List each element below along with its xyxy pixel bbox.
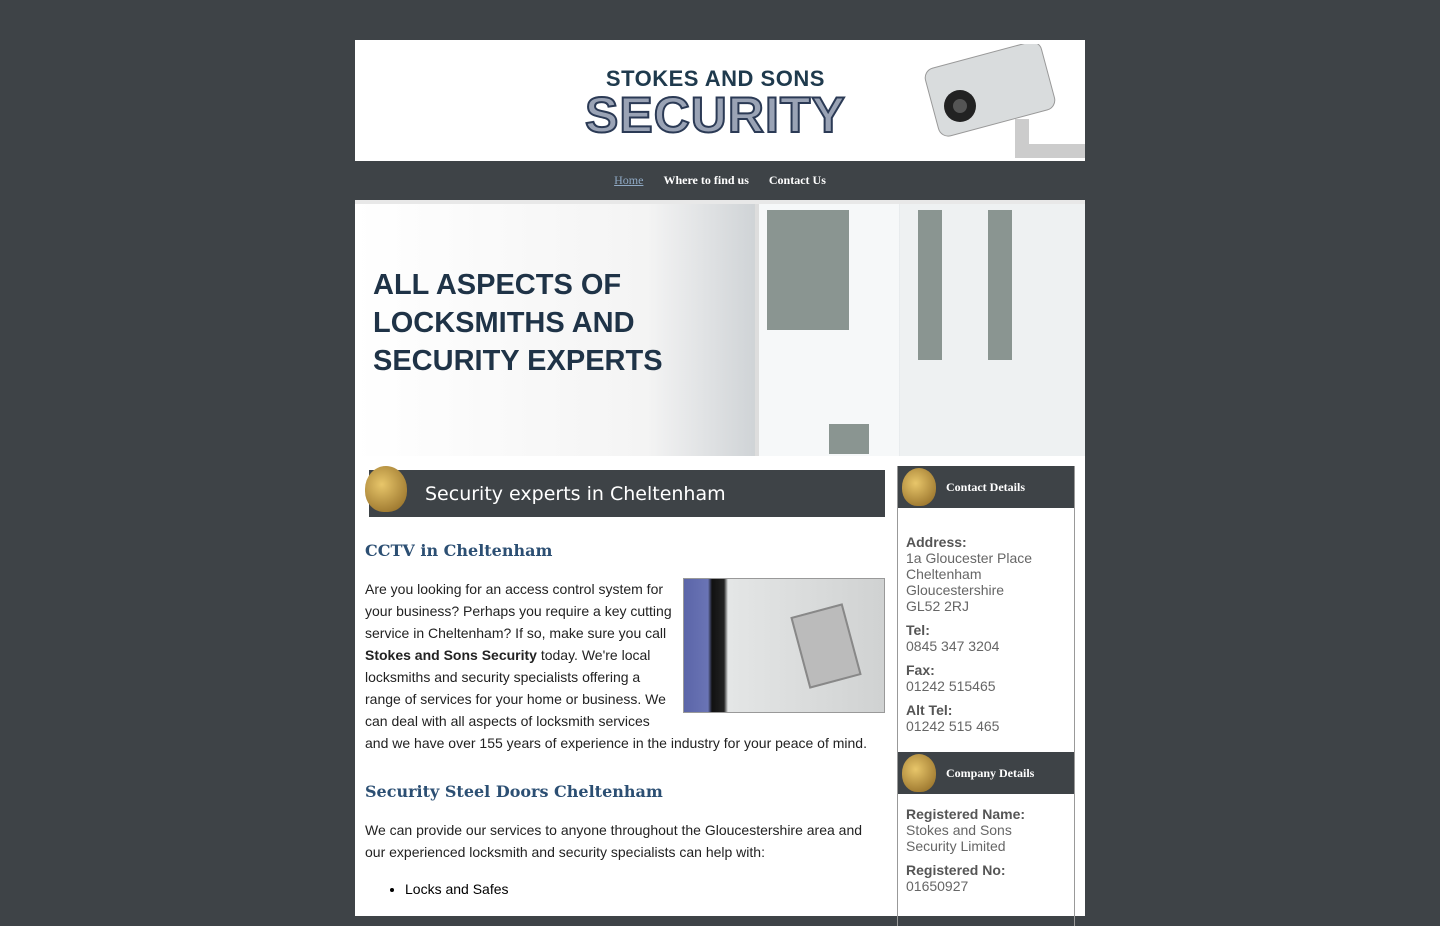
padlock-icon bbox=[902, 754, 936, 792]
padlock-icon bbox=[365, 466, 407, 512]
sidebar bbox=[897, 466, 1075, 926]
services-paragraph: We can provide our services to anyone throughout the Gloucestershire area and our experienced locksmith and security specialists can help with: bbox=[365, 822, 863, 860]
alt-tel-value: 01242 515 465 bbox=[906, 718, 1000, 734]
fax-value: 01242 515465 bbox=[906, 678, 996, 694]
section-title: Security experts in Cheltenham bbox=[425, 482, 726, 505]
section-title-bar bbox=[369, 470, 885, 517]
text: today. We're local locksmiths and security specialists offering a range of services for your home or business. We can deal with all aspects of locksmith services and we have over 155 years of experience in the industry for your peace of mind. bbox=[365, 647, 867, 751]
address-line: GL52 2RJ bbox=[906, 598, 970, 614]
contact-details-header bbox=[898, 466, 1074, 508]
page bbox=[355, 40, 1085, 916]
company-details-header bbox=[898, 752, 1074, 794]
address-line: Cheltenham bbox=[906, 566, 982, 582]
header bbox=[355, 40, 1085, 161]
heading-cctv: CCTV in Cheltenham bbox=[365, 541, 553, 560]
banner-line: LOCKSMITHS AND bbox=[373, 307, 635, 339]
address-line: Gloucestershire bbox=[906, 582, 1005, 598]
main-column bbox=[365, 466, 885, 897]
banner-line: ALL ASPECTS OF bbox=[373, 269, 622, 301]
sidebar-title: Contact Details bbox=[946, 479, 1025, 494]
services-list bbox=[365, 881, 885, 897]
logo[interactable]: STOKES AND SONS SECURITY bbox=[585, 66, 846, 143]
list-item: • Locks and Safes bbox=[405, 881, 885, 897]
nav-contact-us[interactable]: Contact Us bbox=[768, 173, 826, 187]
company-name: Stokes and Sons Security bbox=[365, 647, 537, 663]
banner-text bbox=[373, 266, 663, 380]
company-name-line: Security Limited bbox=[906, 838, 1006, 854]
contact-details bbox=[898, 508, 1074, 752]
label: Tel: bbox=[906, 622, 930, 638]
heading-steel-doors: Security Steel Doors Cheltenham bbox=[365, 782, 663, 801]
registered-no: 01650927 bbox=[906, 878, 969, 894]
cctv-camera-icon bbox=[920, 44, 1085, 160]
label: Fax: bbox=[906, 662, 935, 678]
sidebar-title: Company Details bbox=[946, 765, 1035, 780]
label: Alt Tel: bbox=[906, 702, 953, 718]
company-name-line: Stokes and Sons bbox=[906, 822, 1012, 838]
banner-line: SECURITY EXPERTS bbox=[373, 345, 663, 377]
content bbox=[355, 456, 1085, 916]
label: Registered Name: bbox=[906, 806, 1026, 822]
padlock-icon bbox=[902, 468, 936, 506]
main-nav bbox=[355, 161, 1085, 200]
nav-where-to-find-us[interactable]: Where to find us bbox=[663, 173, 749, 187]
address-line: 1a Gloucester Place bbox=[906, 550, 1033, 566]
tel-value: 0845 347 3204 bbox=[906, 638, 1000, 654]
keypad-image bbox=[683, 578, 885, 713]
text: Are you looking for an access control system for your business? Perhaps you require a key cutting service in Cheltenham? If so, make sure you call bbox=[365, 581, 672, 641]
nav-home[interactable]: Home bbox=[614, 173, 644, 187]
door-image bbox=[755, 204, 899, 456]
company-details bbox=[898, 794, 1074, 912]
hero-banner bbox=[355, 200, 1085, 456]
door-image-right bbox=[900, 204, 1085, 456]
label: Address: bbox=[906, 534, 967, 550]
label: Registered No: bbox=[906, 862, 1006, 878]
